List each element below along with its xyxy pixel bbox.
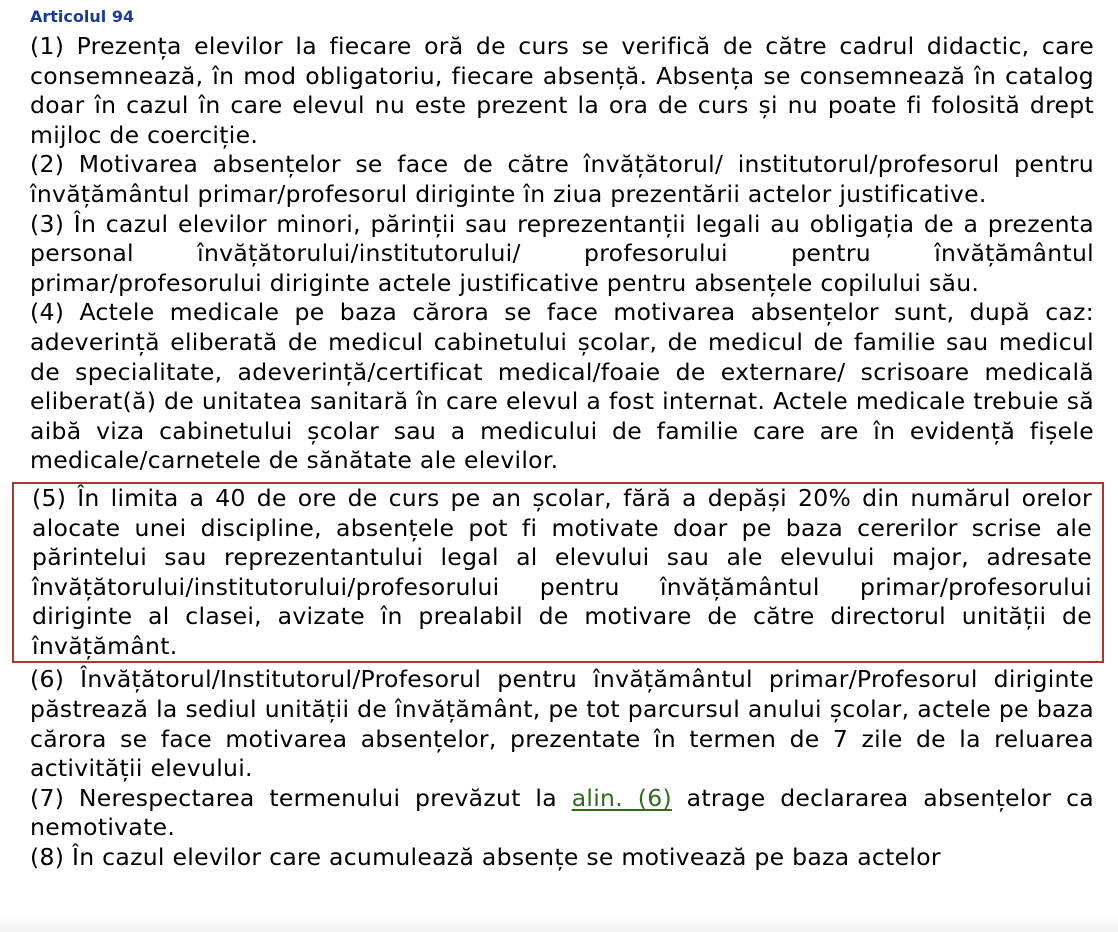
article-document — [30, 4, 1094, 873]
article-title: Articolul 94 — [30, 7, 135, 26]
paragraph-4: (4) Actele medicale pe baza cărora se face motivarea absențelor sunt, după caz: adeverință eliberată de medicul cabinetului școlar, de medicul de familie sau medicul de specialitate, adeverință/certificat medical/foaie de externare/ scrisoare medicală eliberat(ă) de unitatea sanitară în care elevul a fost internat. Actele medicale trebuie să aibă viza cabinetului școlar sau a medicului de familie care are în evidență fișele medicale/carnetele de sănătate ale elevilor. — [30, 298, 1094, 475]
reference-link-alin-6[interactable]: alin. (6) — [571, 783, 672, 812]
paragraph-8-partial: (8) În cazul elevilor care acumulează absențe se motivează pe baza actelor — [30, 843, 941, 872]
paragraph-7 — [30, 784, 1094, 843]
paragraph-7-text-after: atrage declararea absențelor ca nemotivate. — [30, 783, 1095, 842]
paragraph-1: (1) Prezența elevilor la fiecare oră de curs se verifică de către cadrul didactic, care consemnează, în mod obligatoriu, fiecare absență. Absența se consemnează în catalog doar în cazul în care elevul nu este prezent la ora de curs și nu poate fi folosită drept mijloc de coerciție. — [30, 32, 1094, 149]
bottom-fade — [0, 904, 1118, 932]
paragraph-5-highlighted: (5) În limita a 40 de ore de curs pe an școlar, fără a depăși 20% din numărul orelor alocate unei discipline, absențele pot fi motivate doar pe baza cererilor scrise ale părintelui sau reprezentantului legal al elevului sau ale elevului major, adresate învățătorului/institutorului/profesorului pentru învățământul primar/profesorului diriginte al clasei, avizate în prealabil de motivare de către directorul unității de învățământ. — [32, 483, 1092, 660]
paragraph-3: (3) În cazul elevilor minori, părinții sau reprezentanții legali au obligația de a prezenta personal învățătorului/institutorului/ profesorului pentru învățământul primar/profesorului diriginte actele justificative pentru absențele copilului său. — [30, 209, 1094, 297]
paragraph-6: (6) Învățătorul/Institutorul/Profesorul pentru învățământul primar/Profesorul diriginte păstrează la sediul unității de învățământ, pe tot parcursul anului școlar, actele pe baza cărora se face motivarea absențelor, prezentate în termen de 7 zile de la reluarea activității elevului. — [30, 665, 1094, 783]
highlight-box — [12, 482, 1104, 664]
paragraph-7-text-before: (7) Nerespectarea termenului prevăzut la — [30, 783, 572, 812]
paragraph-2: (2) Motivarea absențelor se face de către învățătorul/ institutorul/profesorul pentru învățământul primar/profesorul diriginte în ziua prezentării actelor justificative. — [30, 150, 1094, 208]
